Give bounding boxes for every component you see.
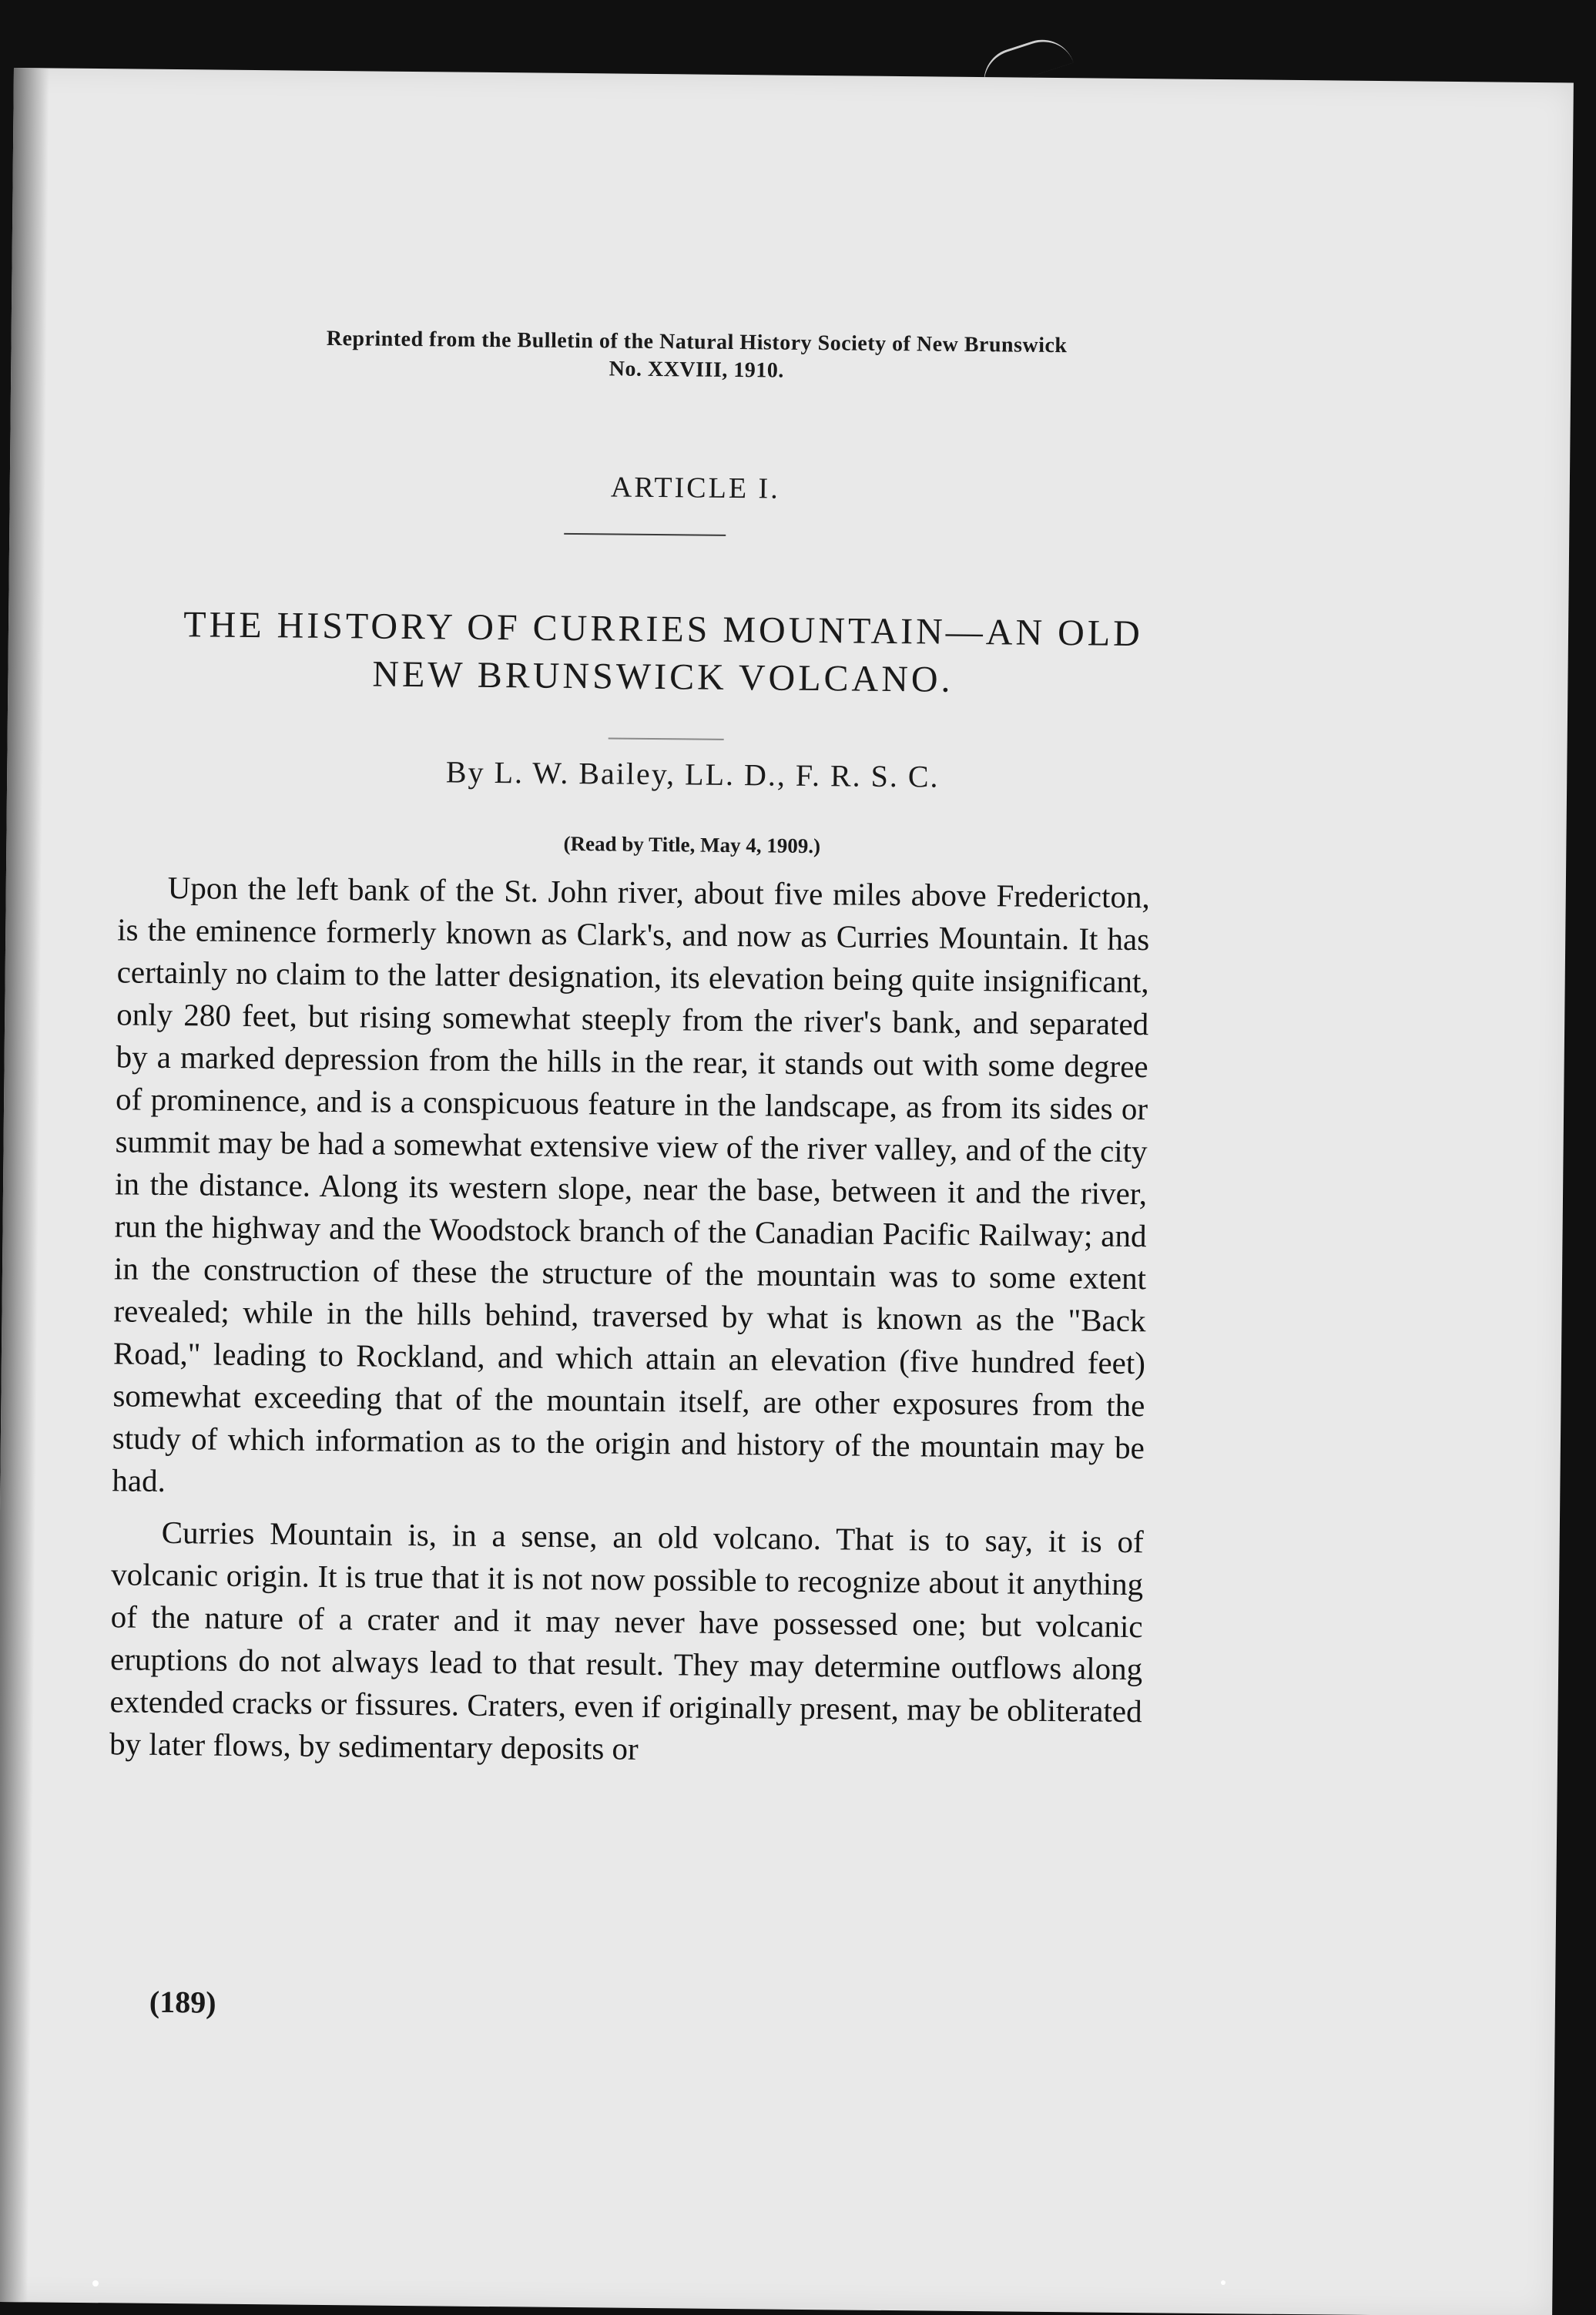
article-label: ARTICLE I. <box>610 471 780 505</box>
read-note: (Read by Title, May 4, 1909.) <box>563 831 821 858</box>
body-paragraph: Upon the left bank of the St. John river, about five miles above Fredericton, is the eminence formerly known as Clark's, and now as Curries Mountain. It has certainly no claim to the latter designation, its elevation being quite insignificant, only 280 feet, but rising somewhat steeply from the river's bank, and separated by a marked depression from the hills in the rear, it stands out with some degree of prominence, and is a conspicuous feature in the landscape, as from its sides or summit may be had a somewhat extensive view of the river valley, and of the city in the distance. Along its western slope, near the base, between it and the river, run the highway and the Woodstock branch of the Canadian Pacific Railway; and in the construction of these the structure of the mountain was to some extent revealed; while in the hills behind, traversed by what is known as the "Back Road," leading to Rockland, and which attain an elevation (five hundred feet) somewhat exceeding that of the mountain itself, are other exposures from the study of which information as to the origin and history of the mountain may be had. <box>112 869 1150 1498</box>
body-paragraph: Curries Mountain is, in a sense, an old volcano. That is to say, it is of volcanic origin. It is true that it is not now possible to recognize about it anything of the nature of a crater and it may never have possessed one; but volcanic eruptions do not always lead to that result. They may determine outflows along extended cracks or fissures. Craters, even if originally present, may be obliterated by later flows, by sedimentary deposits or <box>109 1514 1144 1766</box>
divider-rule <box>609 737 724 740</box>
divider-rule <box>564 533 726 536</box>
reprint-issue-line: No. XXVIII, 1910. <box>609 357 784 383</box>
author-byline: By L. W. Bailey, LL. D., F. R. S. C. <box>445 754 940 794</box>
scan-speck <box>1221 2280 1226 2285</box>
article-title <box>123 600 1202 706</box>
page-number: (189) <box>149 1984 216 2020</box>
article-body <box>109 866 1150 1784</box>
document-page <box>0 68 1574 2315</box>
reprint-header <box>226 324 1167 389</box>
title-line-1: THE HISTORY OF CURRIES MOUNTAIN—AN OLD <box>183 604 1144 655</box>
title-line-2: NEW BRUNSWICK VOLCANO. <box>372 653 954 700</box>
scan-speck <box>92 2280 99 2286</box>
reprint-source-line: Reprinted from the Bulletin of the Natural History Society of New Brunswick <box>326 326 1068 358</box>
